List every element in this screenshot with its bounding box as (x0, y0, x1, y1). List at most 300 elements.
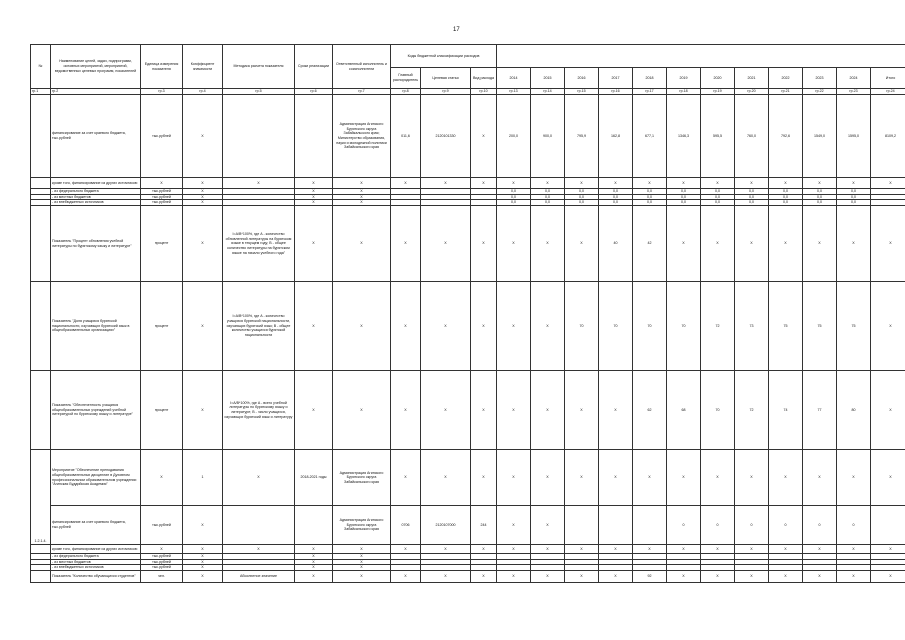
row-term: X (295, 206, 333, 282)
value-cell: 0,0 (497, 189, 531, 195)
value-cell: 0,0 (667, 200, 701, 206)
value-cell: 0,0 (531, 189, 565, 195)
row-term: X (295, 189, 333, 195)
row-name: - из внебюджетных источников (51, 200, 141, 206)
row-coef: X (183, 189, 223, 195)
header-year: 2014 (497, 68, 531, 89)
value-cell: X (667, 450, 701, 506)
row-resp: Администрация Агинского Бурятского округа Забайкальского края; Министерство образования, науки и молодежной политики Забайкальского края (333, 95, 391, 178)
row-term: X (295, 565, 333, 571)
value-cell: X (837, 206, 871, 282)
row-term: X (295, 194, 333, 200)
row-term: X (295, 545, 333, 554)
row-name: - из местных бюджетов (51, 559, 141, 565)
row-term: X (295, 571, 333, 583)
value-cell: X (565, 206, 599, 282)
row-method: X (223, 545, 295, 554)
indicator-row (31, 206, 905, 282)
row-unit: тыс.рублей (141, 559, 183, 565)
value-cell: X (701, 206, 735, 282)
row-term: X (295, 371, 333, 450)
value-cell: 77 (803, 371, 837, 450)
row-method: X (223, 178, 295, 189)
value-cell: X (871, 450, 905, 506)
other-sources-row (31, 178, 905, 189)
row-csr: X (421, 178, 471, 189)
header-year: 2024 (837, 68, 871, 89)
value-cell: 0 (667, 506, 701, 545)
row-unit: тыс.рублей (141, 554, 183, 560)
header-year: 2022 (769, 68, 803, 89)
row-name: кроме того, финансирование из других источников: (51, 545, 141, 554)
row-vr: X (471, 206, 497, 282)
value-cell: 0,0 (769, 189, 803, 195)
row-unit: тыс.рублей (141, 506, 183, 545)
value-cell: X (531, 450, 565, 506)
value-cell: 0,0 (837, 189, 871, 195)
value-cell: 0,0 (735, 194, 769, 200)
indicator-row (31, 571, 905, 583)
value-cell: X (531, 282, 565, 371)
col-num: гр.13 (497, 89, 531, 95)
financing-row (31, 506, 905, 545)
col-num: гр.6 (295, 89, 333, 95)
value-cell: X (701, 450, 735, 506)
value-cell: 0,0 (735, 189, 769, 195)
value-cell: X (871, 571, 905, 583)
value-cell: 0,0 (803, 189, 837, 195)
header-year: 2021 (735, 68, 769, 89)
value-cell: X (735, 571, 769, 583)
row-method: Абсолютное значение (223, 571, 295, 583)
value-cell: X (871, 282, 905, 371)
header-year: 2017 (599, 68, 633, 89)
row-coef: X (183, 545, 223, 554)
row-unit: тыс.рублей (141, 189, 183, 195)
header-codes: Коды бюджетной классификации расходов (391, 45, 497, 68)
row-num: 1.2.1.4. (31, 450, 51, 545)
value-cell: 0 (837, 506, 871, 545)
col-num: гр.19 (701, 89, 735, 95)
row-csr: X (421, 206, 471, 282)
row-name: - из местных бюджетов (51, 194, 141, 200)
row-method: I=A/B*100%, где A - всего учебной литературы по бурятскому языку и литературе; B - число учащихся, изучающих бурятский язык и литературу (223, 371, 295, 450)
row-term: X (295, 554, 333, 560)
value-cell: 0,0 (837, 194, 871, 200)
col-num: гр.23 (837, 89, 871, 95)
value-cell: X (667, 178, 701, 189)
value-cell: 0,0 (565, 189, 599, 195)
value-cell: 0 (803, 506, 837, 545)
row-name: Мероприятие "Обеспечение преподавания общеобразовательных дисциплин в Духовном профессиональном образовательном учреждении "Агинская Буддийская Академия" (51, 450, 141, 506)
row-name: - из федерального бюджета (51, 189, 141, 195)
row-resp: X (333, 554, 391, 560)
value-cell: 8109,2 (871, 95, 905, 178)
value-cell: 795,9 (565, 95, 599, 178)
row-term: X (295, 178, 333, 189)
col-num: гр.20 (735, 89, 769, 95)
row-coef: X (183, 95, 223, 178)
value-cell: X (735, 178, 769, 189)
value-cell: 0,0 (531, 200, 565, 206)
value-cell: X (497, 371, 531, 450)
value-cell: 73 (735, 282, 769, 371)
value-cell: 72 (735, 371, 769, 450)
row-term: X (295, 282, 333, 371)
col-num: гр.16 (599, 89, 633, 95)
value-cell: 0 (735, 506, 769, 545)
value-cell: 40 (599, 206, 633, 282)
value-cell: X (565, 545, 599, 554)
col-num: гр.5 (223, 89, 295, 95)
value-cell: X (803, 206, 837, 282)
row-resp: X (333, 200, 391, 206)
page-number: 17 (453, 27, 460, 33)
value-cell: 0,0 (837, 200, 871, 206)
header-coef: Коэффициент значимости (183, 45, 223, 89)
value-cell: 0,0 (735, 200, 769, 206)
header-term: Сроки реализации (295, 45, 333, 89)
value-cell: 0 (701, 506, 735, 545)
financing-row (31, 95, 905, 178)
row-coef: X (183, 559, 223, 565)
measure-row (31, 450, 905, 506)
row-coef: X (183, 282, 223, 371)
header-year: 2019 (667, 68, 701, 89)
row-name: кроме того, финансирование из других источников: (51, 178, 141, 189)
row-term: X (295, 559, 333, 565)
row-method: I=A/B*100%, где A - количество обновленной литературы на бурятском языке в текущем году; B - общее количество литературы на бурятском языке на начало учебного года" (223, 206, 295, 282)
row-grbs: X (391, 282, 421, 371)
value-cell: X (599, 450, 633, 506)
other-sources-row (31, 545, 905, 554)
value-cell: X (837, 571, 871, 583)
value-cell: 0,0 (701, 200, 735, 206)
row-coef: X (183, 371, 223, 450)
row-csr: X (421, 545, 471, 554)
value-cell: X (735, 545, 769, 554)
row-resp: X (333, 565, 391, 571)
value-cell: X (769, 545, 803, 554)
value-cell: X (565, 450, 599, 506)
value-cell: X (803, 545, 837, 554)
value-cell: X (565, 178, 599, 189)
value-cell: X (871, 178, 905, 189)
value-cell: 0,0 (803, 200, 837, 206)
header-year: 2023 (803, 68, 837, 89)
row-vr: 244 (471, 506, 497, 545)
value-cell: 70 (599, 282, 633, 371)
row-csr: X (421, 450, 471, 506)
value-cell: 74 (769, 371, 803, 450)
value-cell: X (497, 282, 531, 371)
header-name: Наименование целей, задач, подпрограмм, основных мероприятий, мероприятий, ведомственных целевых программ, показателей (51, 45, 141, 89)
header-year: 2018 (633, 68, 667, 89)
row-resp: X (333, 194, 391, 200)
row-unit: тыс.рублей (141, 200, 183, 206)
row-grbs: X (391, 371, 421, 450)
value-cell: 92 (633, 571, 667, 583)
header-year: 2015 (531, 68, 565, 89)
value-cell: X (803, 450, 837, 506)
value-cell: 677,1 (633, 95, 667, 178)
value-cell: X (531, 206, 565, 282)
value-cell: 80 (837, 371, 871, 450)
value-cell: X (565, 571, 599, 583)
row-unit: процент (141, 282, 183, 371)
row-unit: чел. (141, 571, 183, 583)
value-cell: 1595,0 (837, 95, 871, 178)
row-name: - из федерального бюджета (51, 554, 141, 560)
value-cell: 70 (667, 282, 701, 371)
value-cell: 62 (633, 371, 667, 450)
value-cell: 0 (769, 506, 803, 545)
value-cell: 0,0 (497, 194, 531, 200)
row-resp: X (333, 189, 391, 195)
value-cell: X (599, 371, 633, 450)
value-cell (565, 506, 599, 545)
row-name: - из внебюджетных источников (51, 565, 141, 571)
value-cell: 0,0 (701, 189, 735, 195)
value-cell: X (633, 545, 667, 554)
row-method: I=A/B*100%, где A - количество учащихся бурятской национальности, изучающих бурятский язык; B - общее количество учащихся бурятской национальности (223, 282, 295, 371)
value-cell: 0,0 (701, 194, 735, 200)
row-term: 2018-2021 годы (295, 450, 333, 506)
value-cell: 72 (701, 282, 735, 371)
value-cell: 900,0 (531, 95, 565, 178)
value-cell: X (531, 506, 565, 545)
value-cell: X (701, 571, 735, 583)
row-resp: Администрация Агинского Бурятского округа Забайкальского края (333, 450, 391, 506)
col-num: гр.1 (31, 89, 51, 95)
value-cell (871, 506, 905, 545)
value-cell: X (667, 206, 701, 282)
row-vr: X (471, 95, 497, 178)
value-cell: X (531, 178, 565, 189)
col-num: гр.18 (667, 89, 701, 95)
value-cell: X (803, 178, 837, 189)
value-cell: 0,0 (565, 194, 599, 200)
header-csr: Целевая статья (421, 68, 471, 89)
value-cell: X (599, 571, 633, 583)
value-cell: X (599, 178, 633, 189)
col-num: гр.4 (183, 89, 223, 95)
value-cell: X (735, 450, 769, 506)
value-cell: 200,0 (497, 95, 531, 178)
row-grbs: X (391, 178, 421, 189)
value-cell: 0,0 (803, 194, 837, 200)
value-cell: X (701, 545, 735, 554)
row-grbs: 011,6 (391, 95, 421, 178)
col-num: гр.9 (421, 89, 471, 95)
value-cell: X (769, 571, 803, 583)
header-resp: Ответственный исполнитель и соисполнители (333, 45, 391, 89)
value-cell: X (497, 206, 531, 282)
value-cell: 0,0 (633, 189, 667, 195)
row-term: X (295, 200, 333, 206)
value-cell: 0,0 (633, 200, 667, 206)
row-unit: процент (141, 206, 183, 282)
value-cell: X (497, 545, 531, 554)
value-cell: X (871, 545, 905, 554)
value-cell: X (701, 178, 735, 189)
value-cell: X (803, 571, 837, 583)
row-resp: Администрация Агинского Бурятского округа Забайкальского края (333, 506, 391, 545)
value-cell: X (565, 371, 599, 450)
value-cell: 1346,3 (667, 95, 701, 178)
value-cell: 0,0 (667, 194, 701, 200)
row-csr: X (421, 371, 471, 450)
row-grbs: 0706 (391, 506, 421, 545)
row-csr: X (421, 571, 471, 583)
row-vr: X (471, 178, 497, 189)
value-cell: 760,0 (735, 95, 769, 178)
row-csr: X (421, 282, 471, 371)
value-cell: 42 (633, 206, 667, 282)
row-unit: тыс.рублей (141, 565, 183, 571)
value-cell: 0,0 (497, 200, 531, 206)
row-unit: X (141, 545, 183, 554)
col-num: гр.24 (871, 89, 905, 95)
row-grbs: X (391, 450, 421, 506)
value-cell: 75 (837, 282, 871, 371)
col-num: гр.2 (51, 89, 141, 95)
col-num: гр.3 (141, 89, 183, 95)
value-cell (599, 506, 633, 545)
row-coef: X (183, 200, 223, 206)
row-csr: 2120107000 (421, 506, 471, 545)
col-num: гр.14 (531, 89, 565, 95)
row-name: финансирование за счет краевого бюджета, тыс.рублей (51, 95, 141, 178)
value-cell: 0,0 (599, 189, 633, 195)
value-cell: X (497, 178, 531, 189)
row-coef: X (183, 206, 223, 282)
row-unit: тыс.рублей (141, 194, 183, 200)
value-cell: X (769, 450, 803, 506)
value-cell: 1549,0 (803, 95, 837, 178)
row-coef: X (183, 554, 223, 560)
value-cell: X (837, 545, 871, 554)
row-vr: X (471, 371, 497, 450)
value-cell: 595,5 (701, 95, 735, 178)
row-method: X (223, 450, 295, 506)
row-unit: X (141, 450, 183, 506)
row-coef: X (183, 178, 223, 189)
header-vr: Вид расхода (471, 68, 497, 89)
row-unit: X (141, 178, 183, 189)
header-unit: Единица измерения показателя (141, 45, 183, 89)
row-coef: 1 (183, 450, 223, 506)
value-cell: X (497, 571, 531, 583)
value-cell: X (633, 178, 667, 189)
value-cell: 0,0 (633, 194, 667, 200)
row-vr: X (471, 282, 497, 371)
value-cell: X (531, 545, 565, 554)
value-cell: X (531, 571, 565, 583)
value-cell: X (871, 206, 905, 282)
value-cell: X (667, 571, 701, 583)
header-num: № (31, 45, 51, 89)
header-row (31, 45, 905, 68)
budget-table (30, 44, 905, 583)
row-unit: процент (141, 371, 183, 450)
value-cell: 68 (667, 371, 701, 450)
indicator-row (31, 282, 905, 371)
row-grbs: X (391, 545, 421, 554)
indicator-row (31, 371, 905, 450)
row-name: Показатель "Количество обучающихся студентов" (51, 571, 141, 583)
col-num: гр.15 (565, 89, 599, 95)
value-cell: X (497, 506, 531, 545)
header-total: Итого (871, 68, 905, 89)
value-cell: 70 (701, 371, 735, 450)
value-cell: X (837, 178, 871, 189)
value-cell: X (769, 178, 803, 189)
value-cell: 70 (565, 282, 599, 371)
row-coef: X (183, 571, 223, 583)
value-cell: 792,6 (769, 95, 803, 178)
col-num: гр.7 (333, 89, 391, 95)
col-num: гр.17 (633, 89, 667, 95)
value-cell: X (837, 450, 871, 506)
row-resp: X (333, 178, 391, 189)
row-name: Показатель "Обеспеченность учащихся общеобразовательных учреждений учебной литературой по бурятскому языку и литературе" (51, 371, 141, 450)
col-num: гр.10 (471, 89, 497, 95)
value-cell: 75 (803, 282, 837, 371)
value-cell: 70 (633, 282, 667, 371)
value-cell: 0,0 (769, 200, 803, 206)
row-grbs: X (391, 206, 421, 282)
col-num: гр.21 (769, 89, 803, 95)
row-name: финансирование за счет краевого бюджета, тыс.рублей (51, 506, 141, 545)
value-cell: X (599, 545, 633, 554)
row-coef: X (183, 565, 223, 571)
row-resp: X (333, 559, 391, 565)
value-cell: 0,0 (531, 194, 565, 200)
row-vr: X (471, 450, 497, 506)
row-vr: X (471, 545, 497, 554)
value-cell: X (531, 371, 565, 450)
value-cell: X (497, 450, 531, 506)
row-vr: X (471, 571, 497, 583)
value-cell: 0,0 (565, 200, 599, 206)
row-resp: X (333, 371, 391, 450)
value-cell (633, 506, 667, 545)
value-cell: 162,8 (599, 95, 633, 178)
header-year: 2016 (565, 68, 599, 89)
row-grbs: X (391, 571, 421, 583)
row-resp: X (333, 206, 391, 282)
col-num: гр.22 (803, 89, 837, 95)
value-cell: 75 (769, 282, 803, 371)
col-num: гр.8 (391, 89, 421, 95)
row-resp: X (333, 282, 391, 371)
row-csr: 2120101330 (421, 95, 471, 178)
row-coef: X (183, 506, 223, 545)
value-cell: 0,0 (599, 200, 633, 206)
row-resp: X (333, 545, 391, 554)
row-resp: X (333, 571, 391, 583)
value-cell: 0,0 (599, 194, 633, 200)
value-cell: 0,0 (667, 189, 701, 195)
header-grbs: Главный распорядитель (391, 68, 421, 89)
row-name: Показатель "Доля учащихся бурятской национальности, изучающих бурятский язык в общеобразовательных организациях" (51, 282, 141, 371)
value-cell: X (735, 206, 769, 282)
row-name: Показатель "Процент обновления учебной литературы по бурятскому языку и литературе" (51, 206, 141, 282)
header-year: 2020 (701, 68, 735, 89)
value-cell: X (769, 206, 803, 282)
row-coef: X (183, 194, 223, 200)
